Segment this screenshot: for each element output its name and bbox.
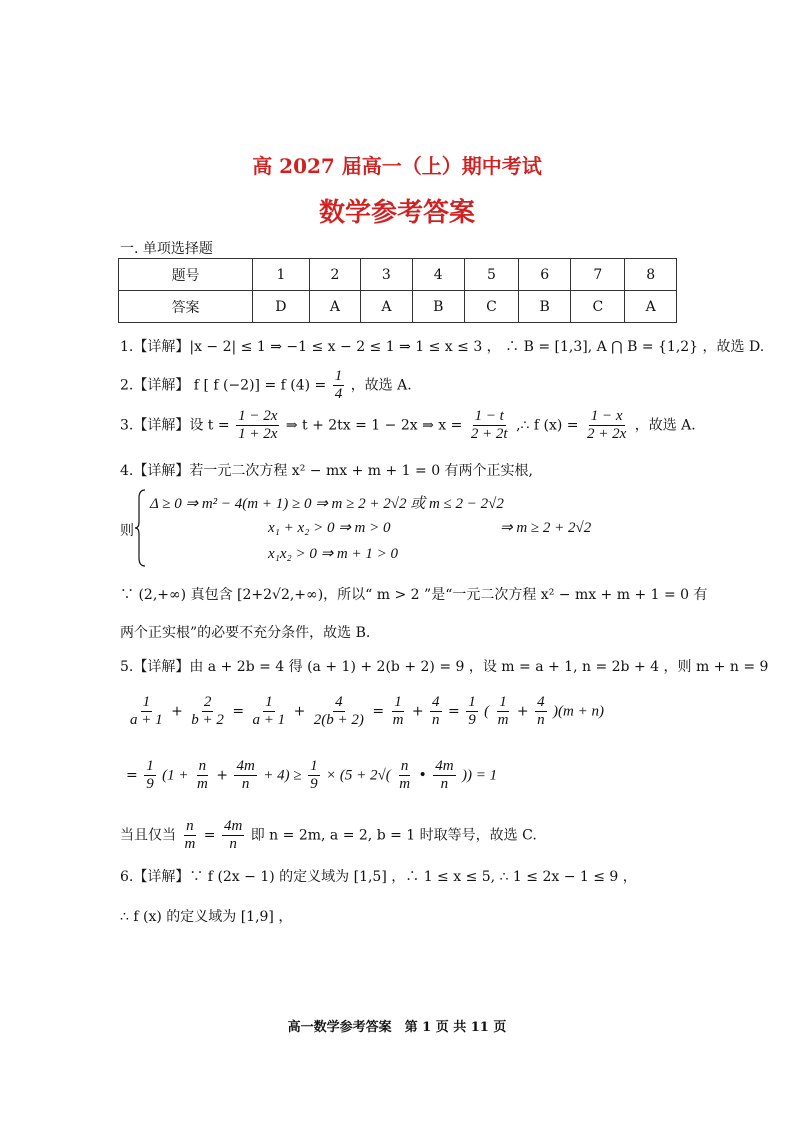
fraction: $\frac{4m}{n}$ [236,758,255,792]
q4-then: 则 [120,523,134,539]
solution-q6-line1: 6.【详解】∵ f (2x − 1) 的定义域为 [1,5] ，∴ 1 ≤ x ≤ 5, ∴ 1 ≤ 2x − 1 ≤ 9 ， [120,869,637,885]
q3-text: ⇒ t + 2tx = 1 − 2x ⇒ x = [285,417,463,434]
left-brace-icon [134,488,146,568]
table-cell: 5 [464,259,518,291]
table-cell: 6 [519,259,571,291]
fraction: $\frac{1}{9}$ [146,758,154,792]
table-cell: A [625,291,677,323]
fraction: $\frac{4m}{n}$ [435,758,454,792]
fraction: $\frac{4m}{n}$ [223,818,243,852]
operator: • [418,767,427,784]
fraction: $\frac{4}{n}$ [432,694,440,728]
expression-part: )) = 1 [462,767,498,784]
fraction: $\frac{n}{m}$ [184,818,196,852]
table-cell: C [571,291,625,323]
table-cell: 2 [309,259,360,291]
solution-q1: 1.【详解】|x − 2| ≤ 1 ⇒ −1 ≤ x − 2 ≤ 1 ⇒ 1 ≤ x ≤ 3 ， ∴ B = [1,3], A ⋂ B = {1,2} ，故选 D. [120,339,765,355]
fraction: $\frac{1 - t}{2 + 2t}$ [470,408,508,442]
operator: = [126,767,138,784]
system-of-inequalities [120,488,680,568]
fraction: $\frac{4}{n}$ [537,694,545,728]
fraction: $\frac{1 - 2x}{1 + 2x}$ [238,408,278,442]
fraction: $\frac{1}{a + 1}$ [130,694,163,728]
fraction: $\frac{4}{2(b + 2)}$ [313,694,364,728]
table-cell: B [519,291,571,323]
q5-text: 即 n = 2m, a = 2, b = 1 时取等号，故选 C. [250,827,537,844]
solution-q4-line2: ∵ (2,+∞) 真包含 [2+2√2,+∞)，所以“ m > 2 ”是“一元二次方程 x² − mx + m + 1 = 0 有 [120,587,708,603]
table-cell: C [464,291,518,323]
document-subtitle: 数学参考答案 [318,198,475,228]
operator: + [216,767,228,784]
solution-q3 [120,408,696,443]
q3-text: ,∴ f (x) = [516,417,579,434]
table-cell: D [253,291,310,323]
expression-part: + 4) ≥ [263,767,302,784]
q5-text: 当且仅当 [120,827,176,844]
operator: + [516,703,529,720]
answer-table [118,258,677,323]
exam-title: 高 2027 届高一（上）期中考试 [252,154,542,178]
q2-suffix: ，故选 A. [350,377,412,394]
row-header-answer: 答案 [119,291,253,323]
solution-q5-line1: 5.【详解】由 a + 2b = 4 得 (a + 1) + 2(b + 2) = 9 ，设 m = a + 1, n = 2b + 4 ，则 m + n = 9 [120,659,769,675]
table-cell: 8 [625,259,677,291]
table-cell: B [412,291,464,323]
fraction: $\frac{1}{9}$ [468,694,476,728]
expression-part: (1 + [162,767,189,784]
table-cell: 1 [253,259,310,291]
table-row [119,291,677,323]
q3-text: 3.【详解】设 t = [120,417,230,434]
operator: + [171,703,183,720]
paren: ( [484,703,490,720]
fraction: $\frac{2}{b + 2}$ [191,694,224,728]
q2-text: 2.【详解】 f [ f (−2)] = f (4) = [120,377,327,394]
operator: + [293,703,306,720]
operator: = [203,827,216,844]
table-cell: A [309,291,360,323]
fraction: $\frac{1}{m}$ [497,694,509,728]
fraction: $\frac{1 - x}{2 + 2x}$ [586,408,627,442]
operator: = [372,703,385,720]
solution-q2 [120,368,412,403]
fraction: $\frac{1}{a + 1}$ [252,694,286,728]
table-row [119,259,677,291]
fraction: $\frac{n}{m}$ [196,758,208,792]
table-cell: 3 [361,259,412,291]
fraction: $\frac{1}{m}$ [392,694,404,728]
solution-q5-line2 [126,694,604,729]
inequality-row-1: Δ ≥ 0 ⇒ m² − 4(m + 1) ≥ 0 ⇒ m ≥ 2 + 2√2 或 m ≤ 2 − 2√2 [150,496,504,512]
operator: + [411,703,424,720]
solution-q4-intro: 4.【详解】若一元二次方程 x² − mx + m + 1 = 0 有两个正实根, [120,463,533,479]
solution-q5-line3 [126,758,497,793]
q3-suffix: ，故选 A. [634,417,696,434]
page-footer: 高一数学参考答案 第 1 页 共 11 页 [287,1020,507,1035]
inequality-row-2: x₁ + x₂ > 0 ⇒ m > 0 [268,520,391,536]
inequality-result: ⇒ m ≥ 2 + 2√2 [500,520,592,536]
solution-q4-line3: 两个正实根”的必要不充分条件，故选 B. [120,625,371,641]
table-cell: A [361,291,412,323]
operator: = [448,703,460,720]
operator: = [232,703,245,720]
expression-part: × (5 + 2√( [326,767,391,784]
fraction: $\frac{1}{9}$ [310,758,318,792]
fraction: $\frac{n}{m}$ [399,758,411,792]
fraction: $\frac{1}{4}$ [334,368,343,402]
row-header-number: 题号 [119,259,253,291]
section-heading: 一. 单项选择题 [120,241,213,257]
table-cell: 4 [412,259,464,291]
solution-q6-line2: ∴ f (x) 的定义域为 [1,9] ， [120,909,293,925]
inequality-row-3: x₁x₂ > 0 ⇒ m + 1 > 0 [268,546,399,562]
table-cell: 7 [571,259,625,291]
solution-q5-line4 [120,818,537,853]
expression-tail: )(m + n) [553,703,604,720]
